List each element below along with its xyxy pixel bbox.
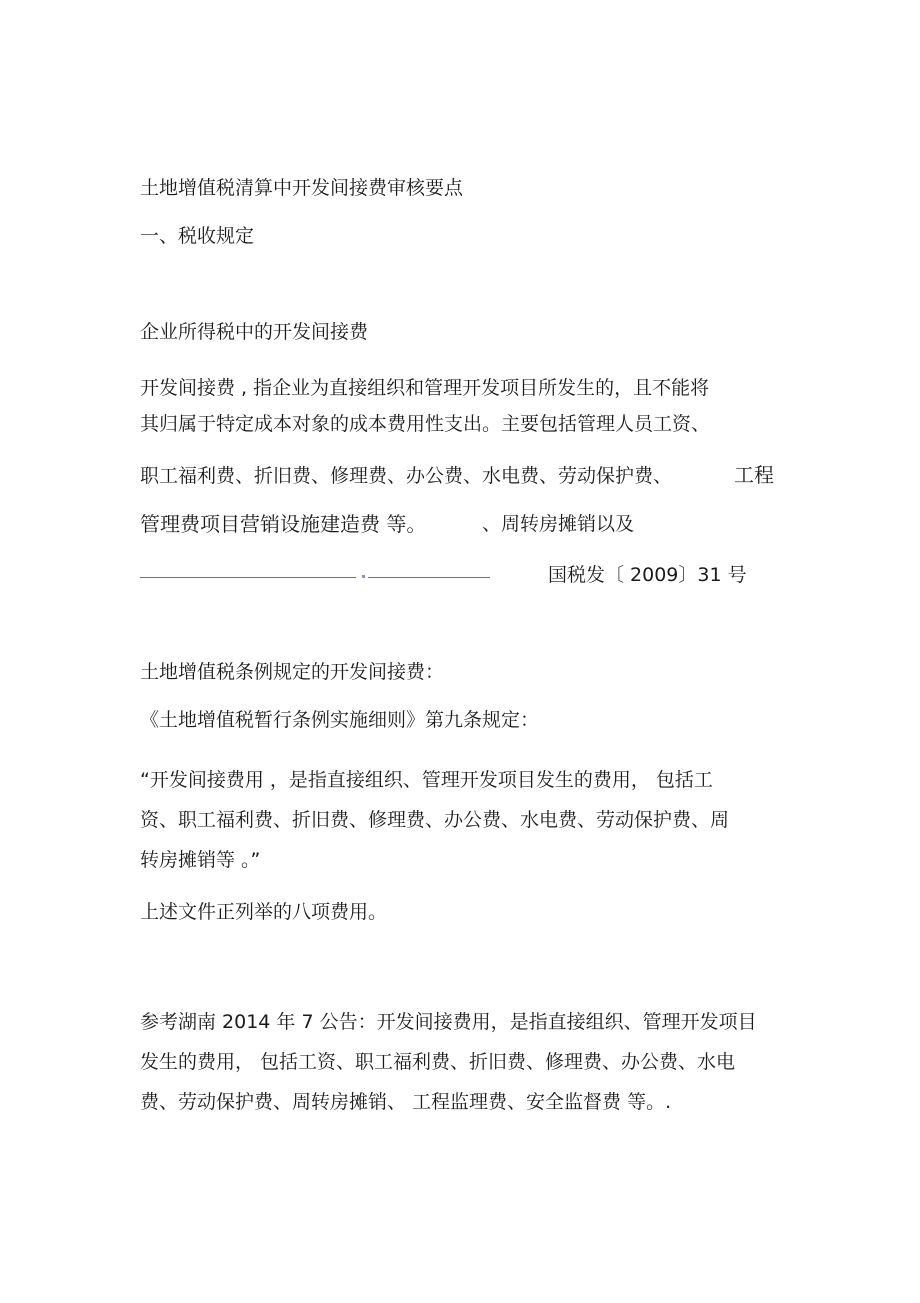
paragraph-line-fragment: 、周转房摊销以及 — [482, 513, 635, 535]
document-title: 土地增值税清算中开发间接费审核要点 — [140, 177, 464, 199]
paragraph-line: 其归属于特定成本对象的成本费用性支出。主要包括管理人员工资、 — [140, 413, 711, 435]
paragraph-line: 参考湖南 2014 年 7 公告：开发间接费用，是指直接组织、管理开发项目 — [140, 1011, 757, 1033]
paragraph-line: 费、劳动保护费、周转房摊销、 工程监理费、安全监督费 等。. — [140, 1091, 672, 1113]
paragraph-line: 上述文件正列举的八项费用。 — [140, 901, 388, 923]
quote-line: 转房摊销等 。” — [140, 849, 261, 871]
document-reference-number: 国税发〔 2009〕31 号 — [548, 564, 747, 586]
paragraph-line: 职工福利费、折旧费、修理费、办公费、水电费、劳动保护费、 — [140, 465, 673, 487]
subheading-land-value-tax-rules: 土地增值税条例规定的开发间接费： — [140, 661, 445, 683]
paragraph-line: 开发间接费 , 指企业为直接组织和管理开发项目所发生的，且不能将 — [140, 377, 710, 399]
quote-line: 资、职工福利费、折旧费、修理费、办公费、水电费、劳动保护费、周 — [140, 809, 730, 831]
underline-rule — [368, 577, 490, 578]
subheading-enterprise-income-tax: 企业所得税中的开发间接费 — [140, 321, 369, 343]
paragraph-line: 发生的费用， 包括工资、职工福利费、折旧费、修理费、办公费、水电 — [140, 1051, 736, 1073]
paragraph-line: 管理费项目营销设施建造费 等。 — [140, 512, 427, 536]
underline-rule — [140, 577, 356, 578]
quote-line: “开发间接费用 ，是指直接组织、管理开发项目发生的费用， 包括工 — [140, 769, 713, 791]
underline-dot — [362, 575, 365, 578]
section-heading-tax-rules: 一、税收规定 — [140, 225, 255, 247]
paragraph-line: 《土地增值税暂行条例实施细则》第九条规定： — [140, 709, 540, 731]
paragraph-line-fragment: 工程 — [734, 463, 774, 487]
